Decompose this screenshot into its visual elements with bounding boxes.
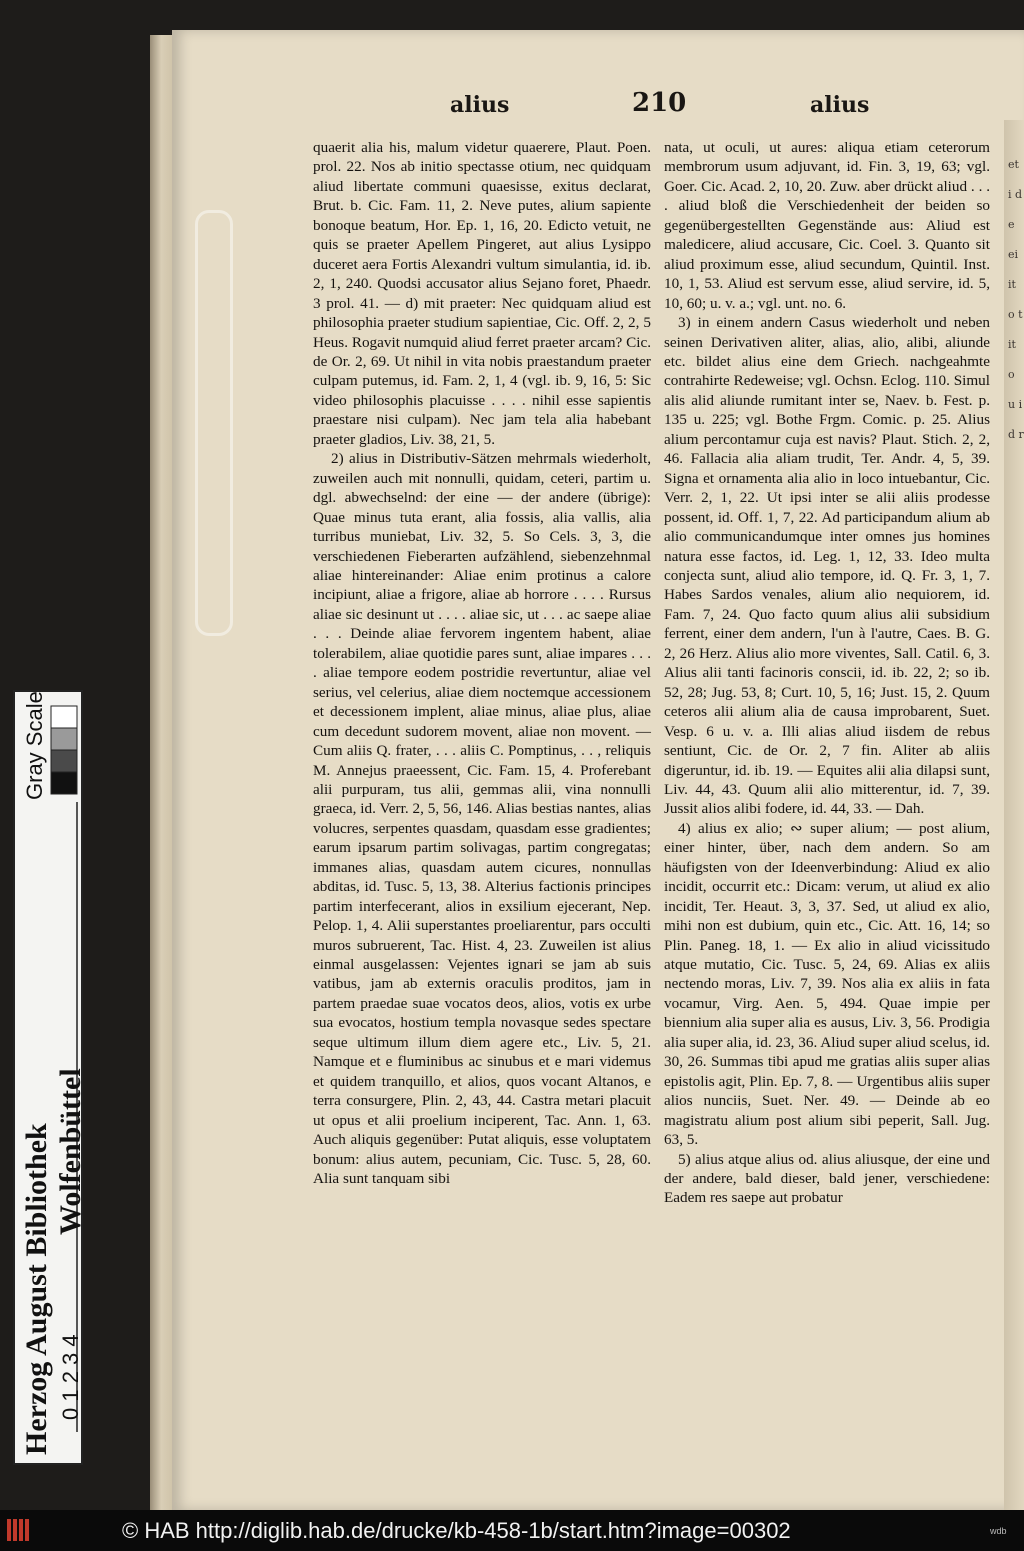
institution-line: Herzog August Bibliothek <box>20 1123 53 1455</box>
right-column <box>664 138 990 1208</box>
paragraph: 3) in einem andern Casus wiederholt und neben seinen Derivativen aliter, alias, alio, alibi, aliunde etc. bildet alius eine dem Griech. nachgeahmte contrahirte Redeweise; vgl. Ochsn. Eclog. 110. Simul alis alid aliunde rumitant inter se, Naev. b. Fest. p. 135 u. 225; vgl. Bothe Frgm. Comic. p. 25. Alius alium percontamur cuja est navis? Plaut. Stich. 2, 2, 46. Fallacia alia aliam trudit, Ter. Andr. 4, 5, 39. Signa et ornamenta alia alio in loco intuebantur, Cic. Verr. 2, 1, 22. Ut ipsi inter se alii aliis prodesse possent, id. Off. 1, 7, 22. Ad participandum alium ab alio communicandumque inter omnes jus homines natura esse factos, id. Leg. 1, 12, 33. Ideo multa conjecta sunt, aliud alio tempore, id. Q. Fr. 3, 1, 7. Habes Sardos venales, alium alio nequiorem, id. Fam. 7, 24. Quo facto quum alius alii subsidium ferrent, einer dem andern, l'un à l'autre, Caes. B. G. 2, 26 Herz. Alius alio more viventes, Sall. Catil. 6, 3. Alius alii tanti facinoris conscii, id. ib. 22, 2; so ib. 52, 28; Jug. 53, 8; Curt. 10, 5, 16; Just. 15, 2. Quum ceteros alii alium alia de causa improbarent, Suet. Vesp. 6 u. v. a. Illi alias aliud iisdem de rebus sentiunt, Cic. de Or. 2, 7 fin. Aliter ab aliis digeruntur, id. ib. 19. — Equites alii alia dilapsi sunt, Liv. 44, 43. Quum alii alio mitterentur, id. 7, 39. Jussit alios alibi fodere, id. 44, 33. — Dah. <box>664 314 990 818</box>
paragraph: 2) alius in Distributiv-Sätzen mehrmals wiederholt, zuweilen auch mit nonnulli, quidam, ceteri, partim u. dgl. abwechselnd: der eine — der andere (übrige): Quae minus tuta erant, alia fossis, alia vallis, alia turribus muniebat, Liv. 32, 5. So Cels. 3, 3, die verschiedenen Fieberarten aufzählend, siebenzehnmal aliae hintereinander: Aliae enim protinus a calore incipiunt, aliae a frigore, aliae ab horrore . . . . Rursus aliae sic desinunt ut . . . . aliae sic, ut . . . ac saepe aliae . . . Deinde aliae fervorem ingentem habent, aliae tolerabilem, aliae quotidie pares sunt, aliae impares . . . . aliae tempore eodem postridie revertuntur, aliae vel serius, vel celerius, aliae diem noctemque accessionem et decessionem implent, aliae minus, aliae plus, aliae cum decedunt sudorem movent, aliae non movent. — Cum aliis Q. frater, . . . aliis C. Pomptinus, . . , reliquis M. Annejus praeessent, Cic. Fam. 15, 4. Proferebant alii purpuram, tus alii, gemmas alii, vina nonnulli graeca, id. Verr. 2, 5, 56, 146. Alias bestias nantes, alias volucres, serpentes quasdam, quasdam esse gradientes; earum ipsarum partim solivagas, partim congregatas; immanes alias, quasdam autem cicures, nonnullas abditas, id. Tusc. 5, 13, 38. Alterius factionis principes partim interfecerant, alios in exsilium ejecerant, Nep. Pelop. 1, 4. Alii superstantes proeliarentur, pars occulti muros subruerent, Tac. Hist. 4, 23. Zuweilen ist alius einmal ausgelassen: Vejentes ignari se jam ab suis vatibus, jam ab externis oraculis proditos, jam in partem praedae suae vocatos deos, alios, votis ex urbe sua evocatos, hostium templa novasque sedes spectare seque ultimum illum diem agere etc., Liv. 5, 21. Namque et e fluminibus ac sinubus et e mari videmus et quidem tranquillo, et alios, quos vocant Altanos, e terra consurgere, Plin. 2, 43, 44. Castra metari placuit ut opus et alii proelium inciperent, Tac. Ann. 1, 63. Auch aliquis gegenüber: Putat aliquis, esse voluptatem bonum: alius autem, pecuniam, Cic. Tusc. 5, 28, 60. Alia sunt tanquam sibi <box>313 450 651 1188</box>
hab-logo-icon <box>6 1517 34 1543</box>
institution-name <box>20 1068 88 1455</box>
left-column <box>313 138 651 1188</box>
gray-scale-label: Gray Scale <box>22 691 47 800</box>
ruler-numbers: 0 1 2 3 4 <box>58 1334 83 1420</box>
paragraph: 5) alius atque alius od. alius aliusque, der eine und der andere, bald dieser, bald jener, verschiedene: Eadem res saepe aut probatur <box>664 1150 990 1207</box>
running-head-left: alius <box>450 92 510 118</box>
paragraph: 4) alius ex alio; ∾ super alium; — post alium, einer hinter, über, nach dem andern. So am häufigsten von der Ideenverbindung: Aliud ex alio incidit, occurrit etc.: Dicam: verum, ut aliud ex alio incidit, Ter. Heaut. 3, 3, 37. Sed, ut aliud ex alio, mihi non est dubium, quin etc., Cic. Att. 16, 14; so Plin. Paneg. 18, 1. — Ex alio in aliud vicissitudo atque mutatio, Cic. Tusc. 5, 24, 69. Alias ex aliis nectendo moras, Liv. 7, 39. Nos alia ex aliis in fata vocamur, Virg. Aen. 5, 494. Quae impie per biennium alia super alia es ausus, Liv. 3, 56. Prodigia alia super alia, id. 23, 36. Aliud super aliud scelus, id. 30, 26. Summas tibi apud me gratias aliis super alias epistolis agit, Plin. Ep. 7, 8. — Urgentibus aliis super alios nunciis, Suet. Ner. 49. — Deinde ab eo magistratu alium post alium sibi peperit, Sall. Jug. 63, 5. <box>664 819 990 1149</box>
page-number: 210 <box>632 88 687 118</box>
running-head-right: alius <box>810 92 870 118</box>
footer-mark: wdb <box>990 1526 1007 1536</box>
institution-line: Wolfenbüttel <box>54 1068 87 1235</box>
paragraph: quaerit alia his, malum videtur quaerere, Plaut. Poen. prol. 22. Nos ab initio spectasse otium, nec quidquam aliud libertate communi quaesisse, exitus declarat, Brut. b. Cic. Fam. 11, 2. Neve putes, alium sapiente bonoque beatum, Hor. Ep. 1, 16, 20. Edicto vetuit, ne quis se praeter Apellem Pingeret, aut alius Lysippo duceret aera Fortis Alexandri vultum simulantia, id. ib. 2, 1, 240. Quodsi accusator alius Sejano foret, Phaedr. 3 prol. 41. — d) mit praeter: Nec quidquam aliud est philosophia praeter studium sapientiae, Cic. Off. 2, 2, 5 Heus. Rogavit numquid aliud ferret praeter arcam? Cic. de Or. 2, 69. Ut nihil in vita nobis praestandum praeter culpam putemus, id. Fam. 2, 1, 4 (vgl. ib. 9, 16, 5: Sic video philosophis placuisse . . . . nihil esse sapientis praestare nisi culpam). Nec jam tela alia habebant praeter gladios, Liv. 38, 21, 5. <box>313 139 651 448</box>
bookmark-ribbon <box>195 210 233 636</box>
paragraph: nata, ut oculi, ut aures: aliqua etiam ceterorum membrorum usum adjuvant, id. Fin. 3, 19, 63; vgl. Goer. Cic. Acad. 2, 10, 20. Zuw. aber drückt aliud . . . . aliud bloß die Verschiedenheit der beiden so gegenübergestellten Gegenstände aus: Aliud est maledicere, aliud accusare, Cic. Coel. 3. Quanto sit aliud proximum esse, aliud secundum, Quintil. Inst. 10, 1, 53. Aliud est servum esse, aliud servire, id. 5, 10, 60; u. v. a.; vgl. unt. no. 6. <box>664 139 990 312</box>
footer-copyright-url[interactable]: © HAB http://diglib.hab.de/drucke/kb-458-1b/start.htm?image=00302 <box>122 1518 791 1543</box>
next-page-fragment: et i de ei it o t it o u i d r <box>1008 158 1024 441</box>
